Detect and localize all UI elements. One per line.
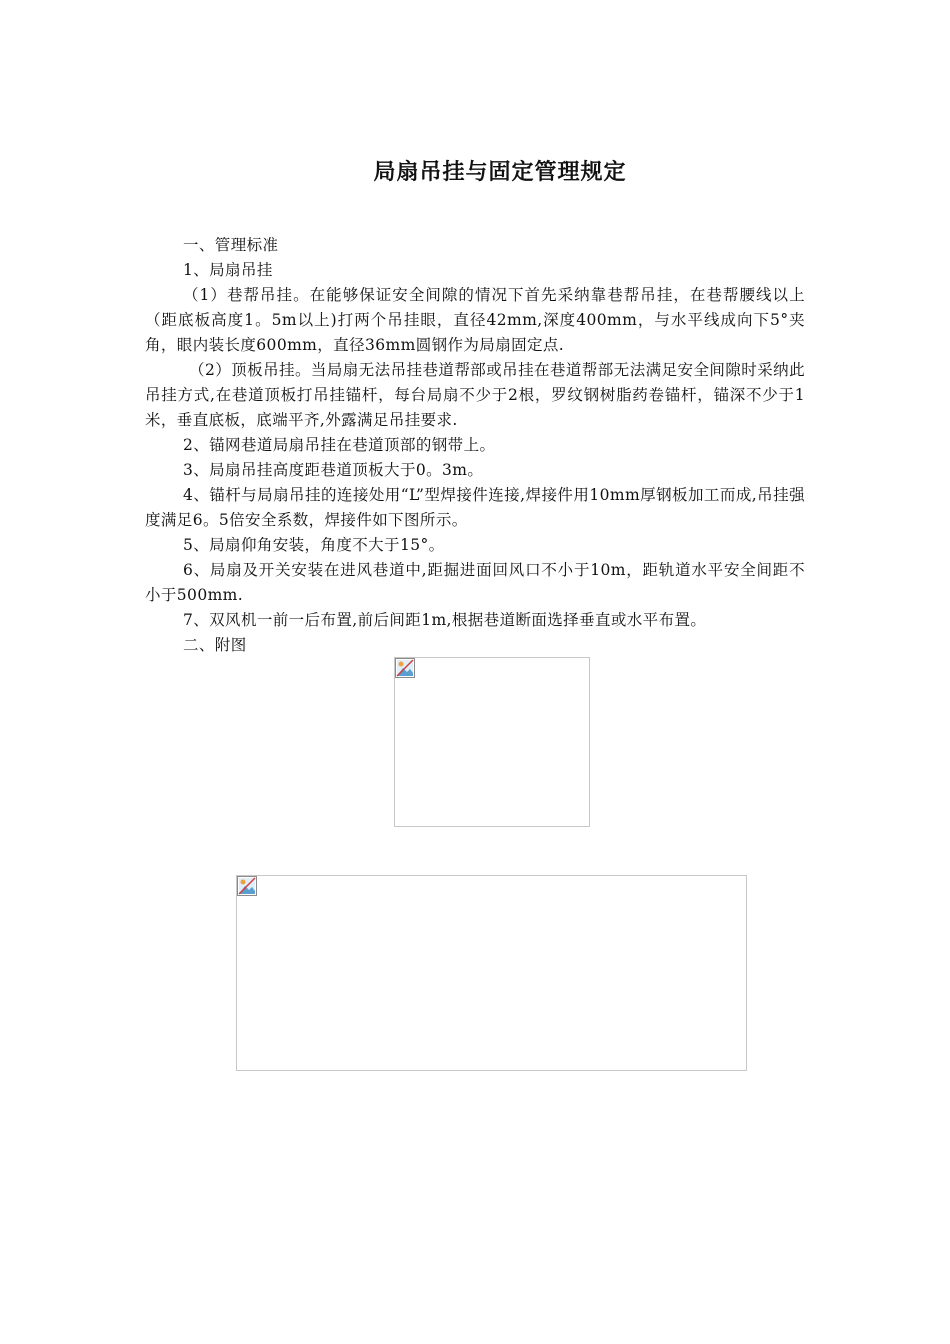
paragraph-item-5: 5、局扇仰角安装，角度不大于15°。 [183,536,445,554]
paragraph-item-6: 6、局扇及开关安装在进风巷道中,距掘进面回风口不小于10m，距轨道水平安全间距不小于500mm. [145,561,805,604]
item-heading-fan-hanging: 1、局扇吊挂 [183,261,273,279]
figure-image-2 [236,875,747,1071]
broken-image-icon [395,658,415,678]
document-body [145,233,805,658]
section-heading-standards: 一、管理标准 [183,236,279,254]
figure-image-1 [394,657,590,827]
document-title: 局扇吊挂与固定管理规定 [373,160,627,185]
paragraph-item-3: 3、局扇吊挂高度距巷道顶板大于0。3m。 [183,461,484,479]
paragraph-item-2: 2、锚网巷道局扇吊挂在巷道顶部的钢带上。 [183,436,496,454]
paragraph-roof-hanging: （2）顶板吊挂。当局扇无法吊挂巷道帮部或吊挂在巷道帮部无法满足安全间隙时采纳此吊挂方式,在巷道顶板打吊挂锚杆，每台局扇不少于2根，罗纹钢树脂药卷锚杆，锚深不少于1米，垂直底板，底端平齐,外露满足吊挂要求. [145,361,805,429]
broken-image-icon [237,876,257,896]
paragraph-wall-hanging: （1）巷帮吊挂。在能够保证安全间隙的情况下首先采纳靠巷帮吊挂，在巷帮腰线以上（距底板高度1。5m以上)打两个吊挂眼，直径42mm,深度400mm，与水平线成向下5°夹角，眼内装长度600mm，直径36mm圆钢作为局扇固定点. [145,286,805,354]
paragraph-item-7: 7、双风机一前一后布置,前后间距1m,根据巷道断面选择垂直或水平布置。 [183,611,707,629]
paragraph-item-4: 4、锚杆与局扇吊挂的连接处用“L”型焊接件连接,焊接件用10mm厚钢板加工而成,吊挂强度满足6。5倍安全系数，焊接件如下图所示。 [145,486,805,529]
section-heading-figures: 二、附图 [183,636,247,654]
